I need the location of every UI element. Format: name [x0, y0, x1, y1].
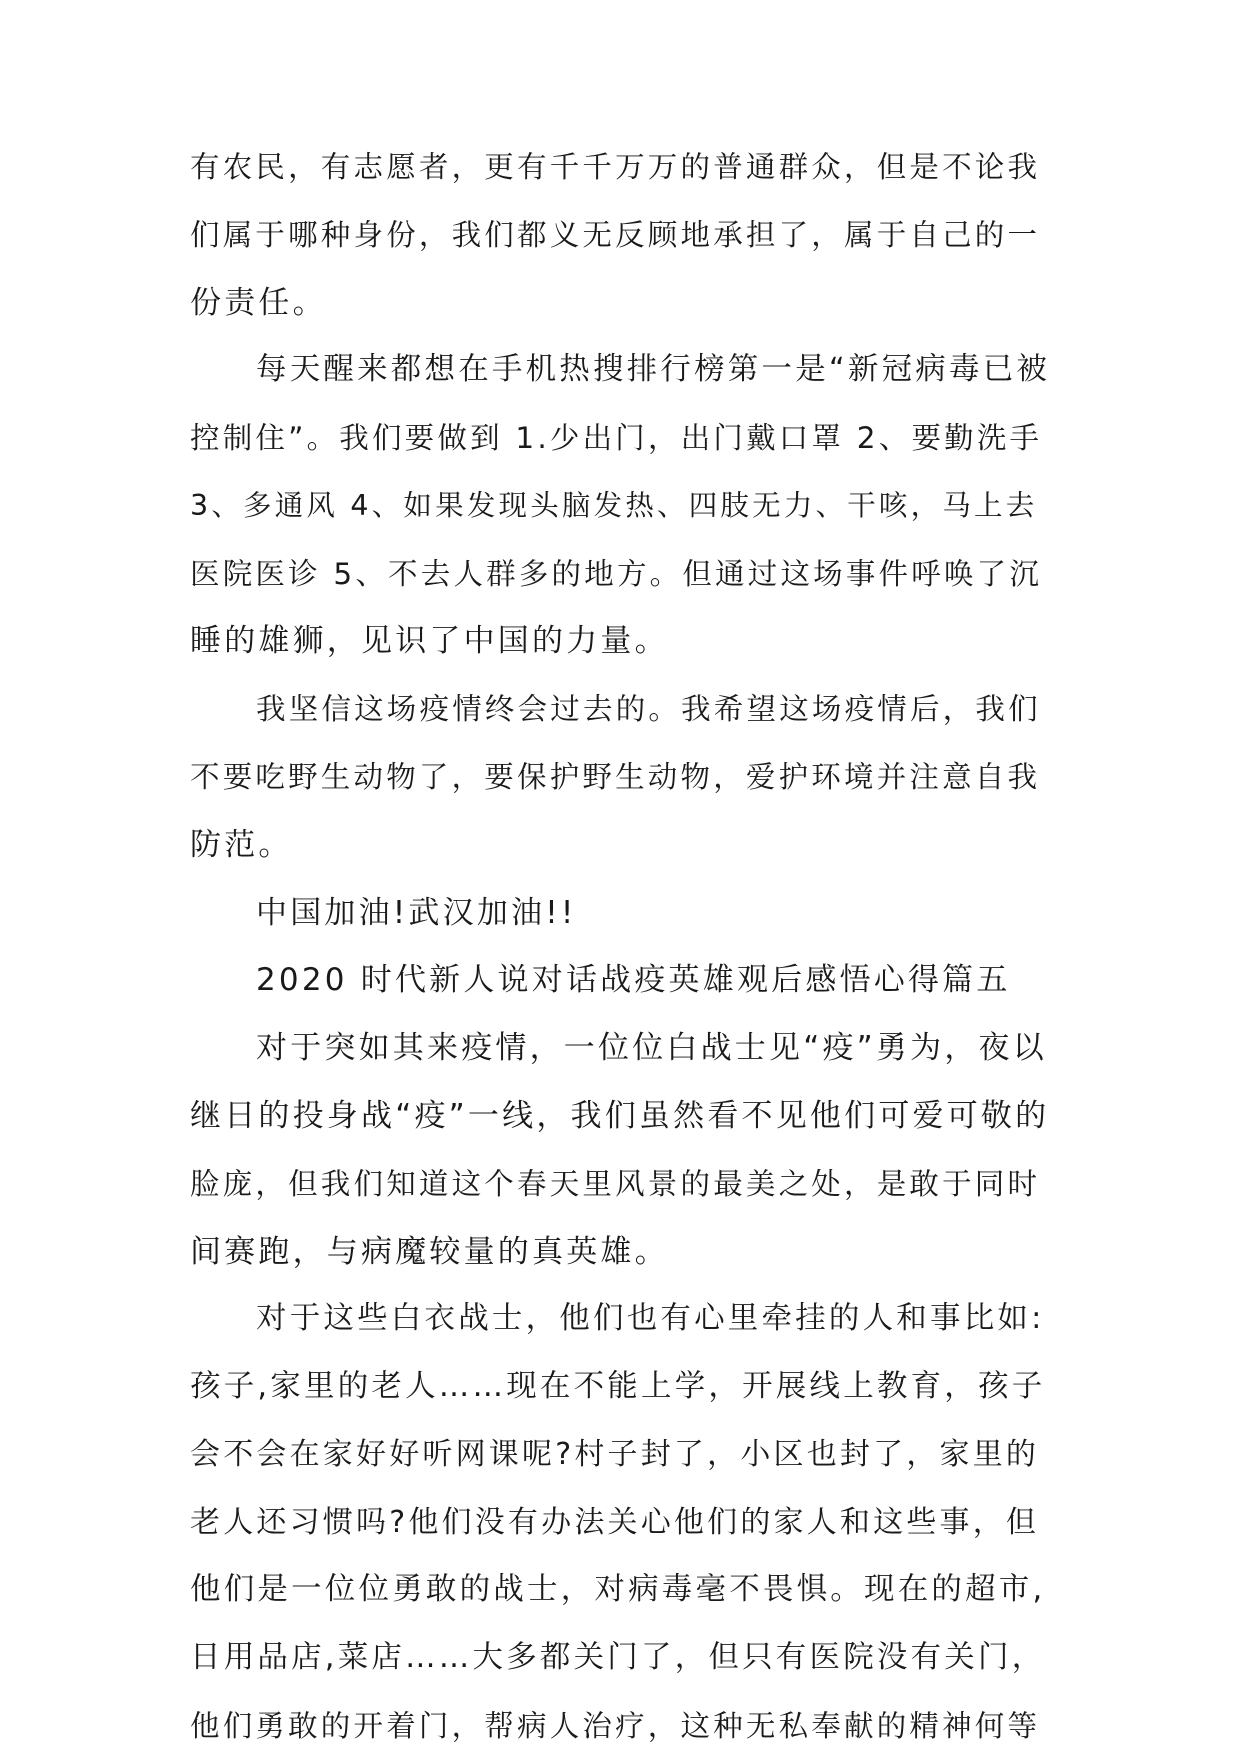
text-line: 继日的投身战“疫”一线，我们虽然看不见他们可爱可敬的 [190, 1097, 1050, 1134]
text-line: 3、多通风 4、如果发现头脑发热、四肢无力、干咳，马上去 [190, 488, 1038, 522]
text-line: 控制住”。我们要做到 1.少出门，出门戴口罩 2、要勤洗手 [190, 421, 1043, 456]
text-line: 他们是一位位勇敢的战士，对病毒毫不畏惧。现在的超市, [190, 1572, 1046, 1608]
text-line: 医院医诊 5、不去人群多的地方。但通过这场事件呼唤了沉 [190, 556, 1043, 591]
section-heading: 2020 时代新人说对话战疫英雄观后感悟心得篇五 [256, 962, 1011, 999]
text-line: 防范。 [190, 826, 293, 863]
text-line: 老人还习惯吗?他们没有办法关心他们的家人和这些事，但 [190, 1504, 1040, 1540]
text-line: 们属于哪种身份，我们都义无反顾地承担了，属于自己的一 [190, 217, 1041, 252]
paragraph-first-line: 对于突如其来疫情，一位位白战士见“疫”勇为，夜以 [256, 1030, 1047, 1067]
paragraph-first-line: 每天醒来都想在手机热搜排行榜第一是“新冠病毒已被 [256, 352, 1051, 388]
text-line: 脸庞，但我们知道这个春天里风景的最美之处，是敢于同时 [190, 1166, 1041, 1201]
slogan-line: 中国加油!武汉加油!! [256, 894, 577, 931]
text-line: 他们勇敢的开着门，帮病人治疗，这种无私奉献的精神何等 [190, 1709, 1041, 1743]
paragraph-first-line: 对于这些白衣战士，他们也有心里牵挂的人和事比如: [256, 1301, 1045, 1337]
text-line: 日用品店,菜店……大多都关门了，但只有医院没有关门， [190, 1640, 1046, 1676]
text-line: 孩子,家里的老人……现在不能上学，开展线上教育，孩子 [190, 1369, 1046, 1405]
paragraph-first-line: 我坚信这场疫情终会过去的。我希望这场疫情后，我们 [256, 692, 1041, 727]
text-line: 有农民，有志愿者，更有千千万万的普通群众，但是不论我 [190, 150, 1041, 184]
text-line: 不要吃野生动物了，要保护野生动物，爱护环境并注意自我 [190, 760, 1041, 795]
text-line: 份责任。 [190, 284, 327, 321]
text-line: 会不会在家好好听网课呢?村子封了，小区也封了，家里的 [190, 1436, 1040, 1472]
text-line: 间赛跑，与病魔较量的真英雄。 [190, 1233, 669, 1270]
text-line: 睡的雄狮，见识了中国的力量。 [190, 623, 669, 660]
